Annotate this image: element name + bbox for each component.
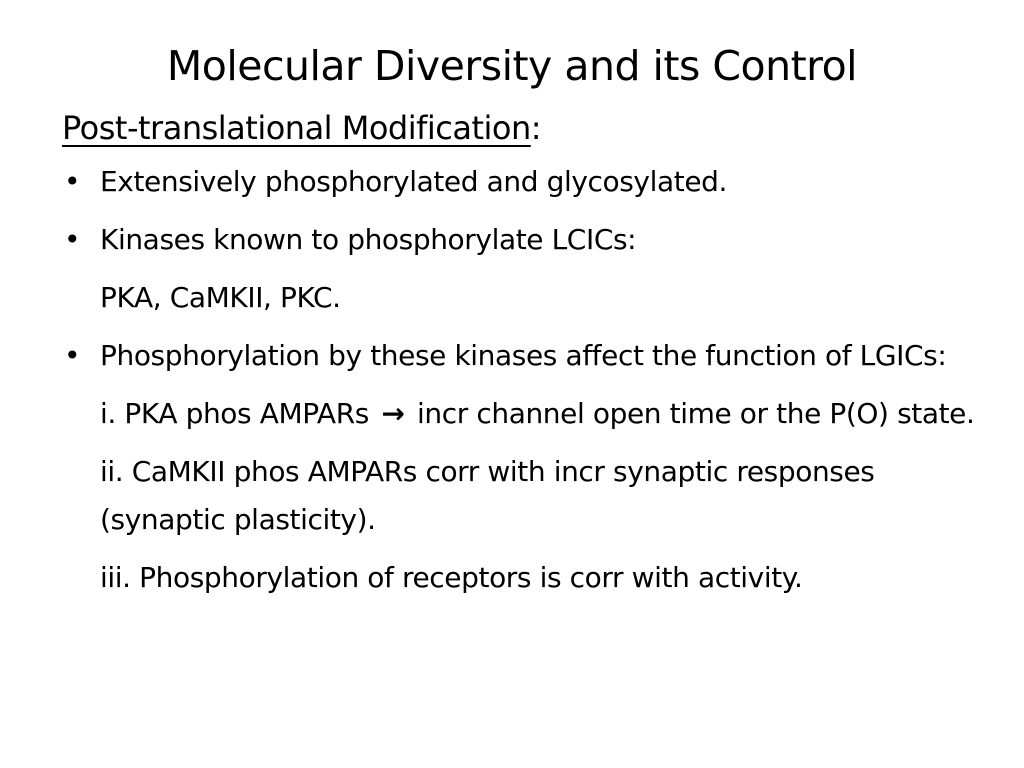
- section-heading: [62, 102, 982, 154]
- slide-content: [62, 102, 982, 612]
- section-heading-colon: :: [530, 109, 542, 147]
- sub-item-iii: iii. Phosphorylation of receptors is corr with activity.: [100, 561, 803, 594]
- slide-title: Molecular Diversity and its Control: [166, 42, 858, 90]
- bullet-text-3: Phosphorylation by these kinases affect the function of LGICs:: [100, 339, 947, 372]
- bullet-item-3: [62, 332, 982, 380]
- bullet-dot: •: [63, 339, 81, 372]
- bullet-dot: •: [63, 165, 81, 198]
- bullet-item-2: [62, 216, 982, 264]
- kinase-list: PKA, CaMKII, PKC.: [100, 281, 341, 314]
- sub-item-ii: ii. CaMKII phos AMPARs corr with incr synaptic responses (synaptic plasticity).: [100, 455, 875, 536]
- right-arrow-icon: →: [381, 397, 405, 430]
- bullet-text-1: Extensively phosphorylated and glycosylated.: [100, 165, 728, 198]
- bullet-item-1: [62, 158, 982, 206]
- sub-item-i-end: incr channel open time or the P(O) state.: [417, 397, 975, 430]
- sub-item-i: [62, 390, 982, 438]
- bullet-text-2: Kinases known to phosphorylate LCICs:: [100, 223, 637, 256]
- bullet-dot: •: [63, 223, 81, 256]
- section-heading-text: Post-translational Modification: [62, 109, 531, 147]
- sub-item-i-start: i. PKA phos AMPARs: [100, 397, 369, 430]
